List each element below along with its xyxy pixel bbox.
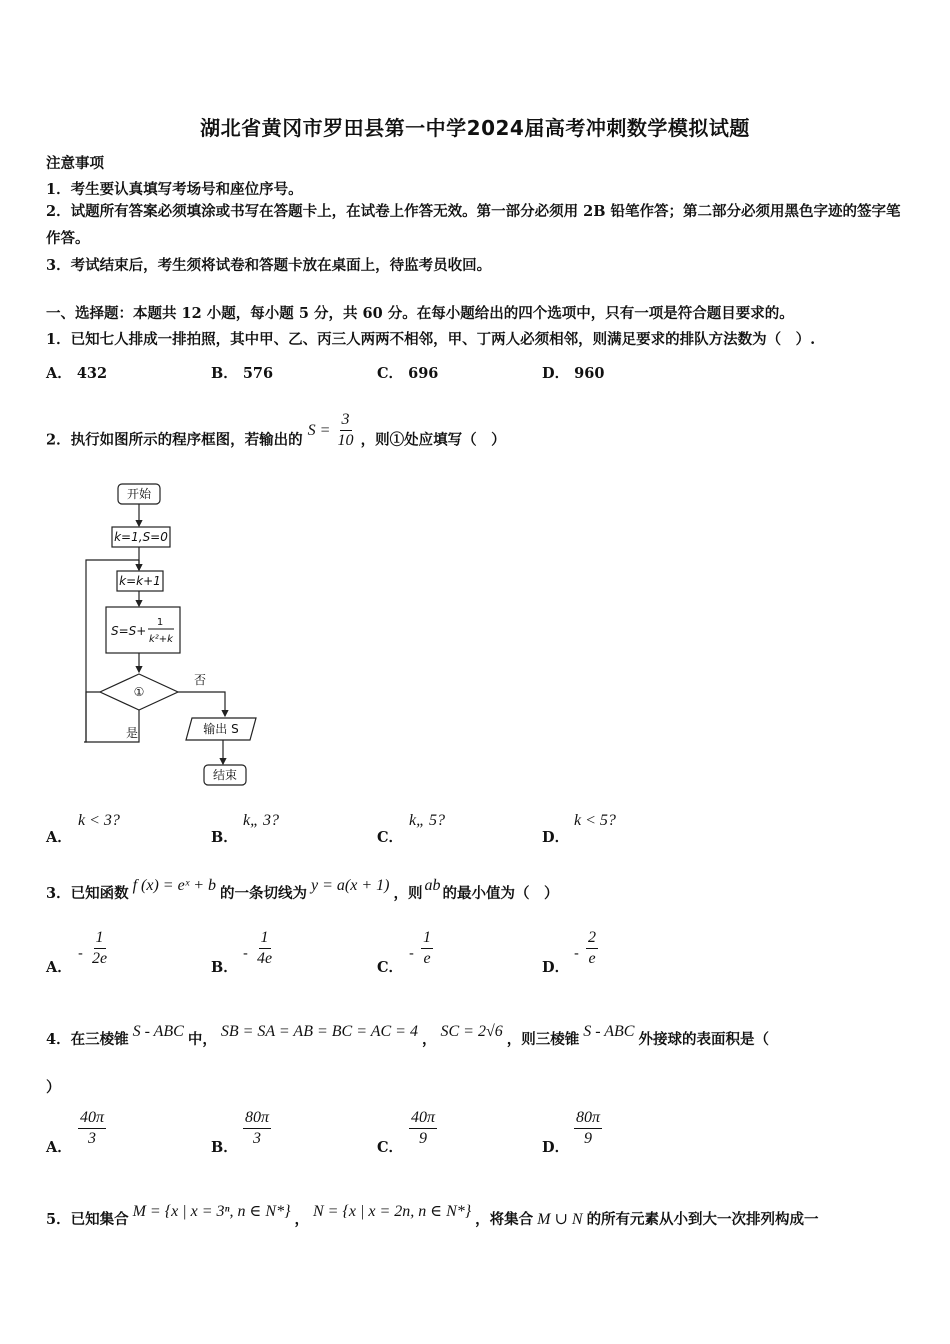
question-3-text: 3．已知函数 f (x) = eˣ + b 的一条切线为 y = a(x + 1) ，则 ab 的最小值为（ ） <box>46 877 559 902</box>
flow-update-num: 1 <box>156 617 164 628</box>
section-heading: 一、选择题：本题共 12 小题，每小题 5 分，共 60 分。在每小题给出的四个选项中，只有一项是符合题目要求的。 <box>46 305 794 322</box>
question-5-text: 5．已知集合 M = {x | x = 3ⁿ, n ∈ N*} ， N = {x | x = 2n, n ∈ N*} ，将集合 M ∪ N 的所有元素从小到大一次排列构成一 <box>46 1203 819 1228</box>
notice-item-1: 1．考生要认真填写考场号和座位序号。 <box>46 181 303 198</box>
flow-end-label: 结束 <box>212 768 238 782</box>
flow-update-label: S=S+ <box>111 624 147 638</box>
q4-option-c: C． $\frac{40\pi}{9}$ <box>377 1109 436 1156</box>
flow-start-label: 开始 <box>126 487 152 501</box>
q4-sc: SC = 2√6 <box>440 1023 503 1040</box>
q3-option-d: D． - $\frac{2}{e}$ <box>542 929 596 976</box>
flow-inc-label: k=k+1 <box>119 574 161 588</box>
q2-option-d-value: k < 5? <box>574 812 616 829</box>
q2-option-a-label: A． <box>46 829 72 846</box>
q3-option-a: A． - $\frac{1}{2e}$ <box>46 929 108 976</box>
q1-option-b: B． 576 <box>211 365 274 382</box>
q2-option-a-value: k < 3? <box>78 812 120 829</box>
q4-pyramid: S - ABC <box>132 1023 184 1040</box>
question-4-text: 4．在三棱锥 S - ABC 中， SB = SA = AB = BC = AC = 4 ， SC = 2√6 ，则三棱锥 S - ABC 外接球的表面积是（ <box>46 1023 769 1048</box>
q3-option-c: C． - $\frac{1}{e}$ <box>377 929 431 976</box>
q4-option-a: A． $\frac{40\pi}{3}$ <box>46 1109 105 1156</box>
question-4-close: ） <box>46 1079 61 1096</box>
flow-yes-label: 是 <box>126 726 139 740</box>
q4-option-d: D． $\frac{80\pi}{9}$ <box>542 1109 601 1156</box>
q3-option-b: B． - $\frac{1}{4e}$ <box>211 929 273 976</box>
notice-item-2: 2．试题所有答案必须填涂或书写在答题卡上，在试卷上作答无效。第一部分必须用 2B 铅笔作答；第二部分必须用黑色字迹的签字笔作答。 <box>46 203 901 247</box>
q1-option-d: D． 960 <box>542 365 605 382</box>
q4-pyramid-2: S - ABC <box>583 1023 635 1040</box>
q1-option-a: A． 432 <box>46 365 108 382</box>
flow-no-label: 否 <box>194 673 207 687</box>
q2-option-c-label: C． <box>377 829 404 846</box>
flow-init-label: k=1,S=0 <box>114 530 168 544</box>
q3-ab: ab <box>424 877 441 894</box>
q3-tangent: y = a(x + 1) <box>311 877 390 894</box>
flow-condition-label: ① <box>133 685 145 699</box>
q2-s-fraction: $\frac{3}{10}$ <box>337 411 354 449</box>
notice-heading: 注意事项 <box>46 155 104 172</box>
q2-option-d-label: D． <box>542 829 570 846</box>
q2-option-b-label: B． <box>211 829 238 846</box>
page-title: 湖北省黄冈市罗田县第一中学2024届高考冲刺数学模拟试题 <box>200 116 750 140</box>
q2-s-lhs: S = <box>307 421 331 439</box>
q5-set-m: M = {x | x = 3ⁿ, n ∈ N*} <box>132 1203 291 1220</box>
question-1-text: 1．已知七人排成一排拍照，其中甲、乙、丙三人两两不相邻，甲、丁两人必须相邻，则满足要求的排队方法数为（ ）. <box>46 331 816 348</box>
q2-option-c-value: k„ 5? <box>409 812 445 829</box>
q5-set-n: N = {x | x = 2n, n ∈ N*} <box>312 1203 472 1220</box>
q4-equalities: SB = SA = AB = BC = AC = 4 <box>220 1023 418 1040</box>
q4-option-b: B． $\frac{80\pi}{3}$ <box>211 1109 270 1156</box>
notice-item-3: 3．考试结束后，考生须将试卷和答题卡放在桌面上，待监考员收回。 <box>46 257 492 274</box>
q5-union: M ∪ N <box>537 1211 583 1228</box>
q1-option-c: C． 696 <box>377 365 439 382</box>
q3-function: f (x) = eˣ + b <box>132 877 217 894</box>
flow-output-label: 输出 S <box>203 722 239 736</box>
question-2-text: 2．执行如图所示的程序框图，若输出的 S = $\frac{3}{10}$ ，则①处应填写（ ） <box>46 411 506 449</box>
q2-option-b-value: k„ 3? <box>243 812 279 829</box>
flow-update-den: k²+k <box>149 634 173 645</box>
flowchart <box>80 480 280 800</box>
